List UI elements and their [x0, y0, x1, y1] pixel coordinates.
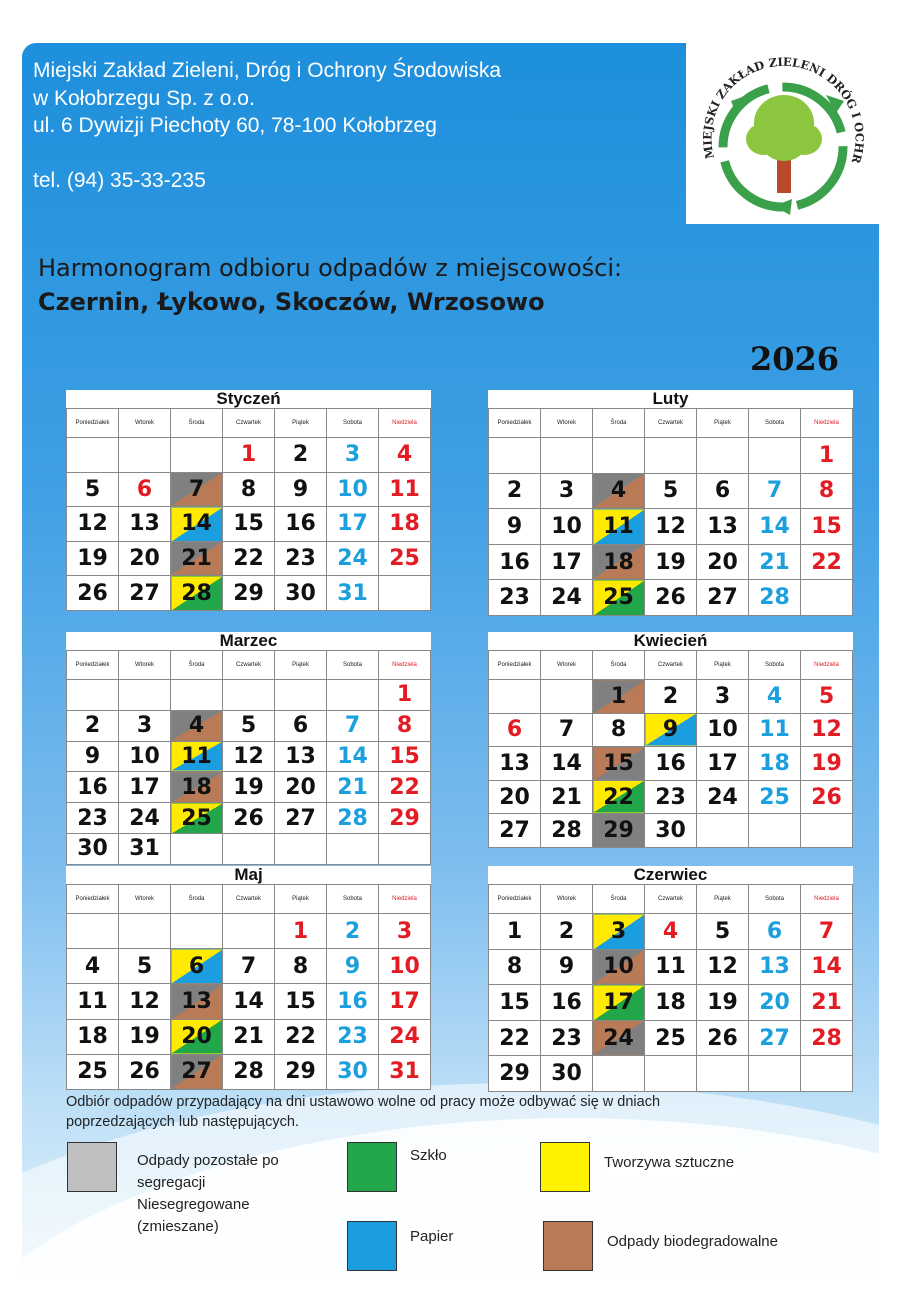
company-location: w Kołobrzegu Sp. z o.o. [33, 86, 255, 110]
day-cell: 5 [645, 473, 697, 509]
weekday-header: Piątek [697, 651, 749, 680]
day-cell: 26 [697, 1020, 749, 1056]
collection-day-cell: 1 [593, 680, 645, 714]
weekday-header: Środa [593, 651, 645, 680]
month-calendar [66, 632, 431, 865]
day-cell: 8 [801, 473, 853, 509]
month-name: Maj [234, 865, 263, 884]
weekday-header: Czwartek [645, 409, 697, 438]
empty-cell [223, 914, 275, 949]
empty-cell [171, 438, 223, 473]
empty-cell [697, 438, 749, 474]
day-cell: 26 [223, 803, 275, 834]
day-cell: 7 [223, 949, 275, 984]
day-cell: 9 [541, 949, 593, 985]
collection-day-cell: 6 [171, 949, 223, 984]
empty-cell [645, 438, 697, 474]
day-cell: 23 [489, 580, 541, 616]
day-cell: 15 [379, 741, 431, 772]
collection-day-cell: 17 [593, 985, 645, 1021]
day-cell: 2 [67, 710, 119, 741]
day-cell: 13 [749, 949, 801, 985]
day-cell: 31 [379, 1054, 431, 1089]
day-cell: 30 [275, 576, 327, 611]
collection-day-cell: 4 [593, 473, 645, 509]
day-cell: 25 [749, 780, 801, 814]
day-cell: 5 [801, 680, 853, 714]
day-cell: 27 [119, 576, 171, 611]
day-cell: 2 [275, 438, 327, 473]
weekday-header: Środa [593, 885, 645, 914]
day-cell: 29 [275, 1054, 327, 1089]
day-cell: 22 [223, 541, 275, 576]
weekday-header: Wtorek [541, 651, 593, 680]
day-cell: 3 [697, 680, 749, 714]
weekday-header: Wtorek [119, 651, 171, 680]
empty-cell [275, 680, 327, 711]
day-cell: 13 [697, 509, 749, 545]
day-cell: 18 [749, 747, 801, 781]
month-calendar [488, 632, 853, 848]
logo-ring-text: MIEJSKI ZAKŁAD ZIELENI DRÓG I OCHR [700, 54, 867, 166]
collection-day-cell: 20 [171, 1019, 223, 1054]
day-cell: 30 [645, 814, 697, 848]
day-cell: 12 [645, 509, 697, 545]
day-cell: 6 [697, 473, 749, 509]
weekday-header: Niedziela [801, 885, 853, 914]
weekday-header: Poniedziałek [489, 885, 541, 914]
weekday-header: Środa [171, 651, 223, 680]
day-cell: 13 [275, 741, 327, 772]
collection-day-cell: 7 [171, 472, 223, 507]
day-cell: 21 [749, 544, 801, 580]
day-cell: 2 [327, 914, 379, 949]
collection-day-cell: 13 [171, 984, 223, 1019]
day-cell: 23 [327, 1019, 379, 1054]
weekday-header: Piątek [275, 409, 327, 438]
collection-day-cell: 24 [593, 1020, 645, 1056]
collection-day-cell: 4 [171, 710, 223, 741]
collection-day-cell: 14 [171, 507, 223, 542]
weekday-header: Niedziela [379, 651, 431, 680]
day-cell: 8 [489, 949, 541, 985]
day-cell: 4 [645, 914, 697, 950]
day-cell: 25 [67, 1054, 119, 1089]
collection-day-cell: 10 [593, 949, 645, 985]
weekday-header: Czwartek [223, 885, 275, 914]
day-cell: 1 [275, 914, 327, 949]
empty-cell [801, 580, 853, 616]
day-cell: 24 [697, 780, 749, 814]
day-cell: 2 [541, 914, 593, 950]
collection-day-cell: 18 [593, 544, 645, 580]
weekday-header: Wtorek [541, 409, 593, 438]
empty-cell [645, 1056, 697, 1092]
day-cell: 30 [67, 833, 119, 864]
empty-cell [223, 680, 275, 711]
weekday-header: Środa [593, 409, 645, 438]
legend-swatch-paper [347, 1221, 397, 1271]
legend-swatch-glass [347, 1142, 397, 1192]
day-cell: 19 [697, 985, 749, 1021]
day-cell: 16 [67, 772, 119, 803]
day-cell: 17 [541, 544, 593, 580]
day-cell: 31 [119, 833, 171, 864]
day-cell: 14 [327, 741, 379, 772]
weekday-header: Sobota [749, 651, 801, 680]
day-cell: 18 [67, 1019, 119, 1054]
collection-day-cell: 3 [593, 914, 645, 950]
day-cell: 14 [223, 984, 275, 1019]
day-cell: 27 [489, 814, 541, 848]
day-cell: 12 [223, 741, 275, 772]
day-cell: 2 [489, 473, 541, 509]
day-cell: 15 [801, 509, 853, 545]
day-cell: 23 [275, 541, 327, 576]
day-cell: 1 [223, 438, 275, 473]
weekday-header: Sobota [749, 409, 801, 438]
weekday-header: Poniedziałek [489, 409, 541, 438]
weekday-header: Sobota [327, 885, 379, 914]
weekday-header: Środa [171, 885, 223, 914]
month-name: Czerwiec [633, 865, 708, 884]
empty-cell [593, 438, 645, 474]
day-cell: 16 [275, 507, 327, 542]
legend-label-paper: Papier [410, 1228, 454, 1245]
day-cell: 27 [697, 580, 749, 616]
weekday-header: Poniedziałek [67, 651, 119, 680]
day-cell: 28 [749, 580, 801, 616]
day-cell: 4 [379, 438, 431, 473]
collection-day-cell: 29 [593, 814, 645, 848]
collection-day-cell: 25 [593, 580, 645, 616]
day-cell: 21 [223, 1019, 275, 1054]
day-cell: 20 [489, 780, 541, 814]
day-cell: 29 [379, 803, 431, 834]
day-cell: 30 [541, 1056, 593, 1092]
schedule-year: 2026 [750, 340, 840, 378]
day-cell: 8 [223, 472, 275, 507]
day-cell: 25 [645, 1020, 697, 1056]
weekday-header: Czwartek [223, 409, 275, 438]
day-cell: 13 [489, 747, 541, 781]
empty-cell [171, 680, 223, 711]
weekday-header: Czwartek [223, 651, 275, 680]
weekday-header: Sobota [327, 651, 379, 680]
month-calendar [66, 866, 431, 1090]
legend-label-bio: Odpady biodegradowalne [607, 1233, 778, 1250]
weekday-header: Niedziela [379, 885, 431, 914]
day-cell: 3 [119, 710, 171, 741]
day-cell: 28 [327, 803, 379, 834]
day-cell: 16 [489, 544, 541, 580]
day-cell: 6 [489, 713, 541, 747]
day-cell: 15 [489, 985, 541, 1021]
day-cell: 10 [541, 509, 593, 545]
schedule-locations: Czernin, Łykowo, Skoczów, Wrzosowo [38, 288, 545, 316]
company-phone: tel. (94) 35-33-235 [33, 168, 206, 192]
day-cell: 8 [275, 949, 327, 984]
collection-day-cell: 18 [171, 772, 223, 803]
empty-cell [327, 833, 379, 864]
company-address: ul. 6 Dywizji Piechoty 60, 78-100 Kołobrzeg [33, 114, 437, 137]
day-cell: 24 [327, 541, 379, 576]
weekday-header: Wtorek [541, 885, 593, 914]
day-cell: 17 [697, 747, 749, 781]
day-cell: 26 [119, 1054, 171, 1089]
day-cell: 9 [327, 949, 379, 984]
month-calendar [66, 390, 431, 611]
schedule-title [38, 254, 622, 316]
day-cell: 20 [697, 544, 749, 580]
day-cell: 16 [327, 984, 379, 1019]
company-logo [686, 43, 879, 224]
collection-day-cell: 28 [171, 576, 223, 611]
company-name: Miejski Zakład Zieleni, Dróg i Ochrony Środowiska [33, 59, 501, 82]
day-cell: 10 [697, 713, 749, 747]
empty-cell [119, 680, 171, 711]
day-cell: 19 [223, 772, 275, 803]
empty-cell [327, 680, 379, 711]
day-cell: 15 [275, 984, 327, 1019]
legend-label-glass: Szkło [410, 1147, 447, 1164]
day-cell: 28 [541, 814, 593, 848]
day-cell: 5 [697, 914, 749, 950]
day-cell: 11 [379, 472, 431, 507]
day-cell: 1 [379, 680, 431, 711]
day-cell: 4 [67, 949, 119, 984]
day-cell: 10 [327, 472, 379, 507]
day-cell: 9 [67, 741, 119, 772]
legend-label-mixed: Odpady pozostałe po segregacji Niesegregowane (zmieszane) [137, 1152, 279, 1235]
day-cell: 25 [379, 541, 431, 576]
empty-cell [379, 833, 431, 864]
legend-swatch-mixed [67, 1142, 117, 1192]
day-cell: 11 [749, 713, 801, 747]
weekday-header: Czwartek [645, 885, 697, 914]
schedule-title-line: Harmonogram odbioru odpadów z miejscowości: [38, 254, 623, 282]
empty-cell [697, 814, 749, 848]
day-cell: 19 [645, 544, 697, 580]
empty-cell [489, 438, 541, 474]
month-calendar [488, 390, 853, 616]
empty-cell [541, 680, 593, 714]
day-cell: 7 [801, 914, 853, 950]
day-cell: 1 [489, 914, 541, 950]
weekday-header: Środa [171, 409, 223, 438]
day-cell: 30 [327, 1054, 379, 1089]
day-cell: 18 [645, 985, 697, 1021]
day-cell: 26 [67, 576, 119, 611]
weekday-header: Czwartek [645, 651, 697, 680]
empty-cell [697, 1056, 749, 1092]
day-cell: 23 [541, 1020, 593, 1056]
day-cell: 26 [645, 580, 697, 616]
empty-cell [275, 833, 327, 864]
day-cell: 12 [67, 507, 119, 542]
day-cell: 14 [541, 747, 593, 781]
day-cell: 8 [379, 710, 431, 741]
day-cell: 19 [67, 541, 119, 576]
empty-cell [749, 1056, 801, 1092]
empty-cell [749, 814, 801, 848]
weekday-header: Piątek [697, 409, 749, 438]
day-cell: 18 [379, 507, 431, 542]
day-cell: 19 [801, 747, 853, 781]
day-cell: 26 [801, 780, 853, 814]
empty-cell [223, 833, 275, 864]
tree-recycle-logo-icon [686, 43, 879, 224]
weekday-header: Piątek [275, 885, 327, 914]
day-cell: 24 [379, 1019, 431, 1054]
empty-cell [119, 438, 171, 473]
month-name: Styczeń [216, 389, 281, 408]
day-cell: 28 [223, 1054, 275, 1089]
collection-day-cell: 27 [171, 1054, 223, 1089]
day-cell: 12 [697, 949, 749, 985]
day-cell: 11 [645, 949, 697, 985]
legend-label-plastic: Tworzywa sztuczne [602, 1150, 736, 1176]
weekday-header: Wtorek [119, 409, 171, 438]
month-name: Luty [652, 389, 689, 408]
day-cell: 21 [801, 985, 853, 1021]
day-cell: 17 [119, 772, 171, 803]
day-cell: 24 [541, 580, 593, 616]
day-cell: 22 [489, 1020, 541, 1056]
day-cell: 3 [379, 914, 431, 949]
day-cell: 7 [327, 710, 379, 741]
empty-cell [541, 438, 593, 474]
day-cell: 29 [223, 576, 275, 611]
month-name: Marzec [219, 631, 278, 650]
weekday-header: Wtorek [119, 885, 171, 914]
day-cell: 20 [275, 772, 327, 803]
empty-cell [67, 914, 119, 949]
day-cell: 17 [327, 507, 379, 542]
weekday-header: Sobota [749, 885, 801, 914]
day-cell: 9 [275, 472, 327, 507]
day-cell: 16 [541, 985, 593, 1021]
weekday-header: Niedziela [801, 651, 853, 680]
empty-cell [171, 833, 223, 864]
day-cell: 27 [275, 803, 327, 834]
day-cell: 20 [119, 541, 171, 576]
day-cell: 13 [119, 507, 171, 542]
day-cell: 5 [119, 949, 171, 984]
day-cell: 6 [119, 472, 171, 507]
collection-day-cell: 15 [593, 747, 645, 781]
day-cell: 22 [379, 772, 431, 803]
day-cell: 16 [645, 747, 697, 781]
weekday-header: Poniedziałek [489, 651, 541, 680]
day-cell: 5 [67, 472, 119, 507]
day-cell: 3 [541, 473, 593, 509]
day-cell: 1 [801, 438, 853, 474]
empty-cell [119, 914, 171, 949]
day-cell: 20 [749, 985, 801, 1021]
day-cell: 24 [119, 803, 171, 834]
day-cell: 2 [645, 680, 697, 714]
day-cell: 5 [223, 710, 275, 741]
day-cell: 14 [801, 949, 853, 985]
collection-day-cell: 22 [593, 780, 645, 814]
day-cell: 22 [801, 544, 853, 580]
day-cell: 10 [119, 741, 171, 772]
empty-cell [593, 1056, 645, 1092]
day-cell: 12 [119, 984, 171, 1019]
holiday-note: Odbiór odpadów przypadający na dni ustawowo wolne od pracy może odbywać się w dniach poprzedzających lub następujących. [66, 1094, 661, 1130]
day-cell: 3 [327, 438, 379, 473]
empty-cell [171, 914, 223, 949]
day-cell: 11 [67, 984, 119, 1019]
day-cell: 8 [593, 713, 645, 747]
empty-cell [801, 814, 853, 848]
empty-cell [489, 680, 541, 714]
day-cell: 31 [327, 576, 379, 611]
weekday-header: Niedziela [801, 409, 853, 438]
empty-cell [379, 576, 431, 611]
day-cell: 7 [541, 713, 593, 747]
weekday-header: Poniedziałek [67, 885, 119, 914]
day-cell: 29 [489, 1056, 541, 1092]
day-cell: 17 [379, 984, 431, 1019]
empty-cell [67, 438, 119, 473]
collection-day-cell: 25 [171, 803, 223, 834]
weekday-header: Piątek [275, 651, 327, 680]
day-cell: 4 [749, 680, 801, 714]
weekday-header: Niedziela [379, 409, 431, 438]
day-cell: 21 [327, 772, 379, 803]
day-cell: 19 [119, 1019, 171, 1054]
day-cell: 21 [541, 780, 593, 814]
day-cell: 6 [275, 710, 327, 741]
legend-swatch-bio [543, 1221, 593, 1271]
collection-day-cell: 11 [171, 741, 223, 772]
month-calendar [488, 866, 853, 1092]
weekday-header: Sobota [327, 409, 379, 438]
day-cell: 22 [275, 1019, 327, 1054]
day-cell: 9 [489, 509, 541, 545]
day-cell: 15 [223, 507, 275, 542]
empty-cell [801, 1056, 853, 1092]
legend-swatch-plastic [540, 1142, 590, 1192]
collection-day-cell: 21 [171, 541, 223, 576]
day-cell: 6 [749, 914, 801, 950]
day-cell: 10 [379, 949, 431, 984]
day-cell: 23 [645, 780, 697, 814]
collection-day-cell: 9 [645, 713, 697, 747]
empty-cell [67, 680, 119, 711]
day-cell: 14 [749, 509, 801, 545]
weekday-header: Piątek [697, 885, 749, 914]
day-cell: 12 [801, 713, 853, 747]
company-header [33, 57, 501, 194]
month-name: Kwiecień [633, 631, 708, 650]
day-cell: 7 [749, 473, 801, 509]
collection-day-cell: 11 [593, 509, 645, 545]
empty-cell [749, 438, 801, 474]
day-cell: 23 [67, 803, 119, 834]
weekday-header: Poniedziałek [67, 409, 119, 438]
day-cell: 27 [749, 1020, 801, 1056]
day-cell: 28 [801, 1020, 853, 1056]
